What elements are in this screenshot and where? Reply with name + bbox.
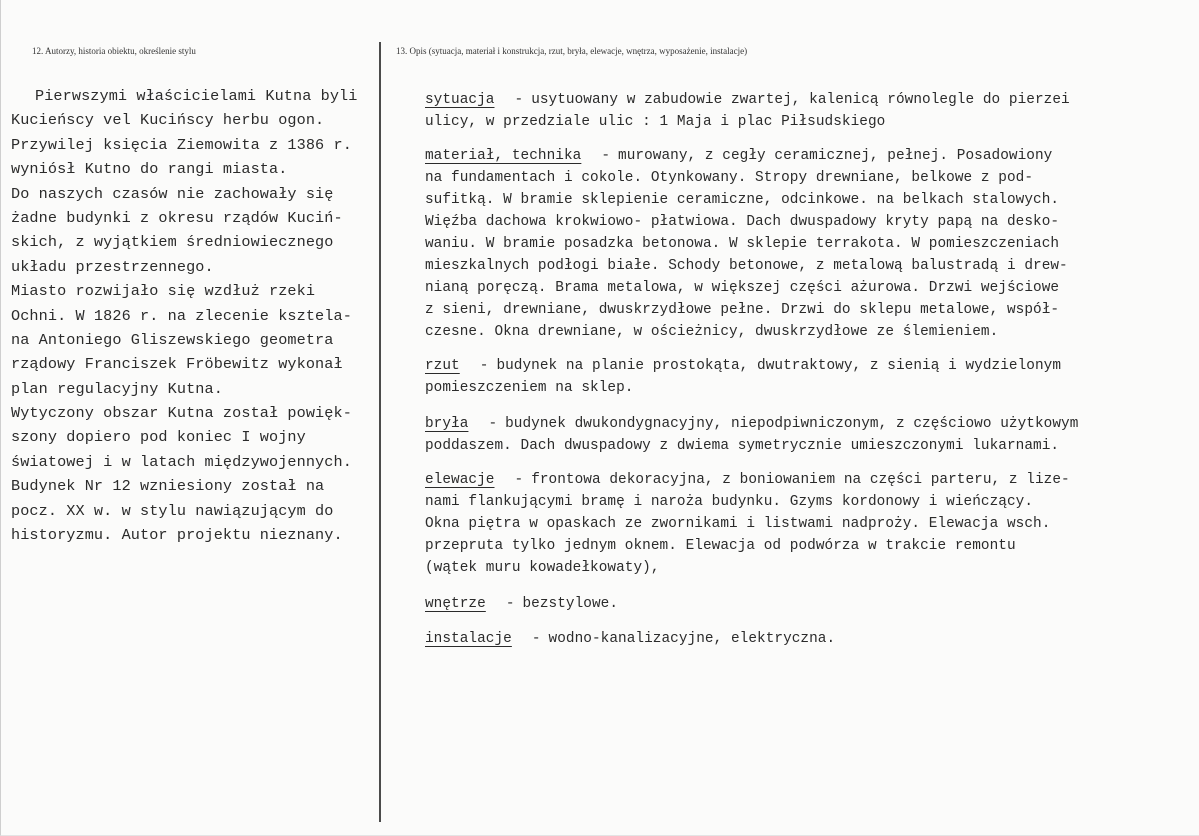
section-elewacje xyxy=(425,469,1185,579)
history-line: Przywilej księcia Ziemowita z 1386 r. xyxy=(11,135,352,154)
history-line: Wytyczony obszar Kutna został powięk- xyxy=(11,404,352,423)
history-line: na Antoniego Gliszewskiego geometra xyxy=(11,330,334,349)
section-label: instalacje xyxy=(425,631,512,647)
section-label: materiał, technika xyxy=(425,148,582,164)
section-label: rzut xyxy=(425,358,460,374)
section-line: pomieszczeniem na sklep. xyxy=(425,380,634,396)
section-text: bezstylowe. xyxy=(522,596,619,612)
section-line: z sieni, drewniane, dwuskrzydłowe pełne. Drzwi do sklepu metalowe, współ- xyxy=(425,302,1060,318)
history-line: światowej i w latach międzywojennych. xyxy=(11,452,352,471)
section-dash: - xyxy=(601,148,611,164)
history-line: historyzmu. Autor projektu nieznany. xyxy=(11,526,343,545)
section-bryla xyxy=(425,413,1185,457)
history-line: Do naszych czasów nie zachowały się xyxy=(11,184,334,203)
section-line: sufitką. W bramie sklepienie ceramiczne, odcinkowe. na belkach stalowych. xyxy=(425,192,1060,208)
section-label: bryła xyxy=(425,416,469,432)
section-line: czesne. Okna drewniane, w ościeżnicy, dwuskrzydłowe ze ślemieniem. xyxy=(425,324,999,340)
right-column-header: 13. Opis (sytuacja, materiał i konstrukcja, rzut, bryła, elewacje, wnętrza, wyposażenie, instalacje) xyxy=(396,46,748,56)
history-line: skich, z wyjątkiem średniowiecznego xyxy=(11,233,334,252)
section-line: Więźba dachowa krokwiowo- płatwiowa. Dach dwuspadowy kryty papą na desko- xyxy=(425,214,1060,230)
description-text-block xyxy=(425,89,1185,650)
section-line: na fundamentach i cokole. Otynkowany. Stropy drewniane, belkowe z pod- xyxy=(425,170,1034,186)
history-line: szony dopiero pod koniec I wojny xyxy=(11,428,306,447)
section-line: mieszkalnych podłogi białe. Schody betonowe, z metalową balustradą i drew- xyxy=(425,258,1068,274)
history-line: Budynek Nr 12 wzniesiony został na xyxy=(11,477,325,496)
section-material xyxy=(425,145,1185,343)
history-line: układu przestrzennego. xyxy=(11,257,214,276)
history-line: żadne budynki z okresu rządów Kuciń- xyxy=(11,208,343,227)
section-line: ulicy, w przedziale ulic : 1 Maja i plac Piłsudskiego xyxy=(425,114,886,130)
section-line: Okna piętra w opaskach ze zwornikami i listwami nadproży. Elewacja wsch. xyxy=(425,516,1051,532)
history-line: Pierwszymi właścicielami Kutna byli xyxy=(35,87,358,105)
history-line: Kucieńscy vel Kucińscy herbu ogon. xyxy=(11,111,325,130)
history-line: plan regulacyjny Kutna. xyxy=(11,379,223,398)
section-dash: - xyxy=(488,416,498,432)
section-label: sytuacja xyxy=(425,92,495,108)
section-label: wnętrze xyxy=(425,596,486,612)
left-column-header: 12. Autorzy, historia obiektu, określenie stylu xyxy=(32,46,196,56)
section-dash: - xyxy=(514,92,524,108)
history-line: Ochni. W 1826 r. na zlecenie ksztela- xyxy=(11,306,352,325)
section-line: przepruta tylko jednym oknem. Elewacja od podwórza w trakcie remontu xyxy=(425,538,1016,554)
history-text-block xyxy=(11,84,377,547)
section-dash: - xyxy=(531,631,541,647)
section-dash: - xyxy=(514,472,524,488)
section-dash: - xyxy=(505,596,515,612)
section-label: elewacje xyxy=(425,472,495,488)
section-line: poddaszem. Dach dwuspadowy z dwiema symetrycznie umieszczonymi lukarnami. xyxy=(425,438,1060,454)
section-sytuacja xyxy=(425,89,1185,133)
section-dash: - xyxy=(479,358,489,374)
history-line: rządowy Franciszek Fröbewitz wykonał xyxy=(11,355,343,374)
section-text: murowany, z cegły ceramicznej, pełnej. Posadowiony xyxy=(618,148,1053,164)
section-text: frontowa dekoracyjna, z boniowaniem na części parteru, z lize- xyxy=(531,472,1070,488)
history-line: Miasto rozwijało się wzdłuż rzeki xyxy=(11,282,316,301)
section-rzut xyxy=(425,355,1185,399)
section-text: budynek dwukondygnacyjny, niepodpiwniczonym, z częściowo użytkowym xyxy=(505,416,1079,432)
history-line: wyniósł Kutno do rangi miasta. xyxy=(11,160,288,179)
section-line: nami flankującymi bramę i naroża budynku. Gzyms kordonowy i wieńczący. xyxy=(425,494,1034,510)
section-line: (wątek muru kowadełkowaty), xyxy=(425,560,660,576)
section-text: usytuowany w zabudowie zwartej, kalenicą równolegle do pierzei xyxy=(531,92,1070,108)
section-text: wodno-kanalizacyjne, elektryczna. xyxy=(548,631,836,647)
section-line: waniu. W bramie posadzka betonowa. W sklepie terrakota. W pomieszczeniach xyxy=(425,236,1060,252)
section-line: nianą poręczą. Brama metalowa, w większej części ażurowa. Drzwi wejściowe xyxy=(425,280,1060,296)
column-divider xyxy=(379,42,381,822)
history-line: pocz. XX w. w stylu nawiązującym do xyxy=(11,501,334,520)
section-instalacje xyxy=(425,628,1185,650)
section-text: budynek na planie prostokąta, dwutraktowy, z sienią i wydzielonym xyxy=(496,358,1062,374)
section-wnetrze xyxy=(425,593,1185,615)
